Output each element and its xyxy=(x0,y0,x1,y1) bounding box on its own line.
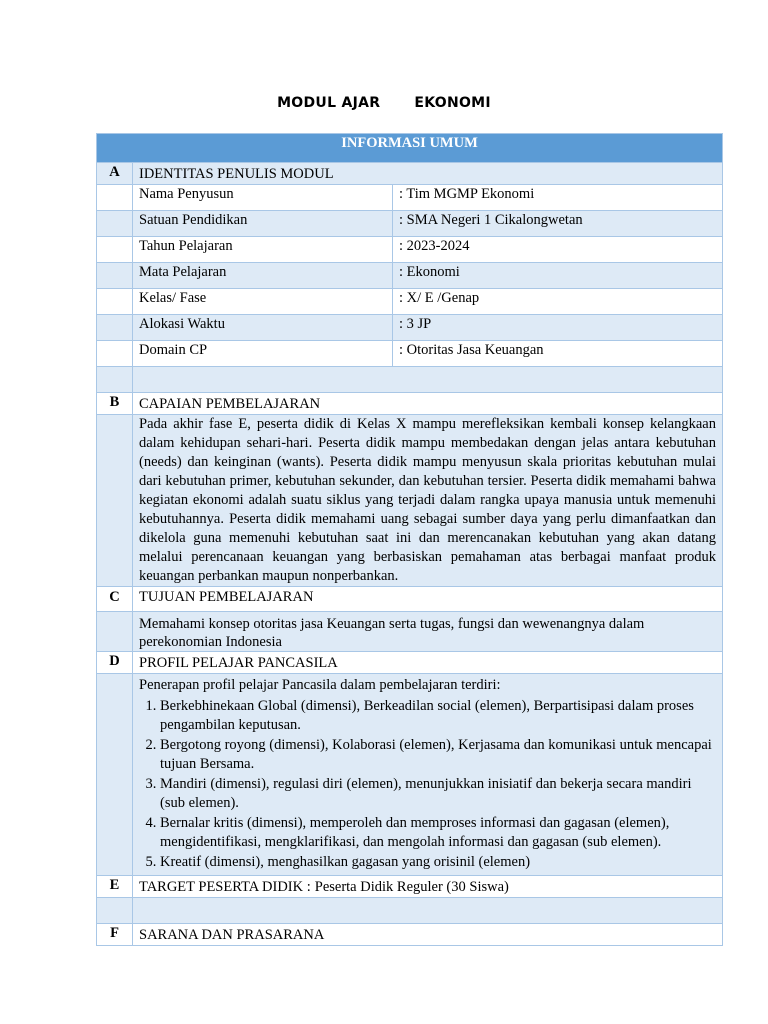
profil-content xyxy=(133,674,723,876)
target-cell xyxy=(133,875,723,897)
list-item: 1. Berkebhinekaan Global (dimensi), Berkeadilan social (elemen), Berpartisipasi dalam proses pengambilan keputusan. xyxy=(160,697,716,734)
section-d-content xyxy=(97,674,723,876)
section-a-row xyxy=(97,163,723,185)
field-label: Alokasi Waktu xyxy=(133,315,393,341)
list-item: 2. Bergotong royong (dimensi), Kolaborasi (elemen), Kerjasama dan komunikasi untuk mencapai tujuan Bersama. xyxy=(160,736,716,773)
field-label: Domain CP xyxy=(133,341,393,367)
section-letter: D xyxy=(97,652,133,674)
table-row xyxy=(97,263,723,289)
section-c-row xyxy=(97,587,723,612)
table-row xyxy=(97,341,723,367)
section-letter: F xyxy=(97,923,133,945)
page-title xyxy=(0,95,768,111)
section-letter: C xyxy=(97,587,133,612)
title-left: MODUL AJAR xyxy=(277,95,381,111)
section-heading: CAPAIAN PEMBELAJARAN xyxy=(133,393,723,415)
field-label: Mata Pelajaran xyxy=(133,263,393,289)
field-value: : 3 JP xyxy=(393,315,723,341)
field-label: Nama Penyusun xyxy=(133,185,393,211)
section-letter: B xyxy=(97,393,133,415)
capaian-text: Pada akhir fase E, peserta didik di Kelas X mampu merefleksikan kembali konsep kelangkaan dalam kehidupan sehari-hari. Peserta didik mampu membedakan dengan jelas antara kebutuhan (needs) dan keinginan (wants). Peserta didik mampu menyusun skala prioritas kebutuhan mulai dari kebutuhan primer, kebutuhan sekunder, dan kebutuhan tersier. Peserta didik memahami bahwa kegiatan ekonomi adalah suatu siklus yang terjadi dalam rangka upaya manusia untuk memenuhi kebutuhannya. Peserta didik memahami uang sebagai sumber daya yang perlu dimanfaatkan dan dikelola guna memenuhi kebutuhan saat ini dan merencanakan kebutuhan yang akan datang melalui perencanaan keuangan yang berbasiskan pemahaman atas berbagai manfaat produk keuangan perbankan maupun nonperbankan. xyxy=(133,415,723,587)
field-label: Kelas/ Fase xyxy=(133,289,393,315)
section-b-content xyxy=(97,415,723,587)
section-heading: IDENTITAS PENULIS MODUL xyxy=(133,163,723,185)
list-item: 3. Mandiri (dimensi), regulasi diri (elemen), menunjukkan inisiatif dan bekerja secara mandiri (sub elemen). xyxy=(160,775,716,812)
section-f-row xyxy=(97,923,723,945)
section-heading: PROFIL PELAJAR PANCASILA xyxy=(133,652,723,674)
spacer-row xyxy=(97,367,723,393)
section-heading: SARANA DAN PRASARANA xyxy=(133,923,723,945)
field-value: : X/ E /Genap xyxy=(393,289,723,315)
table-row xyxy=(97,289,723,315)
table-header: INFORMASI UMUM xyxy=(97,134,723,163)
profil-list xyxy=(139,697,716,872)
section-e-row xyxy=(97,875,723,897)
title-right: EKONOMI xyxy=(414,95,491,111)
spacer-row xyxy=(97,897,723,923)
table-row xyxy=(97,237,723,263)
table-row xyxy=(97,315,723,341)
field-value: : Tim MGMP Ekonomi xyxy=(393,185,723,211)
section-heading: TUJUAN PEMBELAJARAN xyxy=(133,587,723,612)
field-value: : Ekonomi xyxy=(393,263,723,289)
target-value: Peserta Didik Reguler (30 Siswa) xyxy=(314,878,509,895)
module-info-table xyxy=(96,133,723,946)
tujuan-text: Memahami konsep otoritas jasa Keuangan serta tugas, fungsi dan wewenangnya dalam perekonomian Indonesia xyxy=(133,612,723,652)
list-item: 5. Kreatif (dimensi), menghasilkan gagasan yang orisinil (elemen) xyxy=(160,853,716,872)
list-item: 4. Bernalar kritis (dimensi), memperoleh dan memproses informasi dan gagasan (elemen), mengidentifikasi, mengklarifikasi, dan mengolah informasi dan gagasan (sub elemen). xyxy=(160,814,716,851)
field-value: : SMA Negeri 1 Cikalongwetan xyxy=(393,211,723,237)
table-row xyxy=(97,211,723,237)
field-label: Satuan Pendidikan xyxy=(133,211,393,237)
section-d-row xyxy=(97,652,723,674)
field-value: : 2023-2024 xyxy=(393,237,723,263)
section-c-content xyxy=(97,612,723,652)
table-row xyxy=(97,185,723,211)
profil-intro: Penerapan profil pelajar Pancasila dalam pembelajaran terdiri: xyxy=(139,677,501,693)
section-letter: E xyxy=(97,875,133,897)
section-b-row xyxy=(97,393,723,415)
field-value: : Otoritas Jasa Keuangan xyxy=(393,341,723,367)
section-letter: A xyxy=(97,163,133,185)
field-label: Tahun Pelajaran xyxy=(133,237,393,263)
section-heading: TARGET PESERTA DIDIK : xyxy=(139,878,311,895)
